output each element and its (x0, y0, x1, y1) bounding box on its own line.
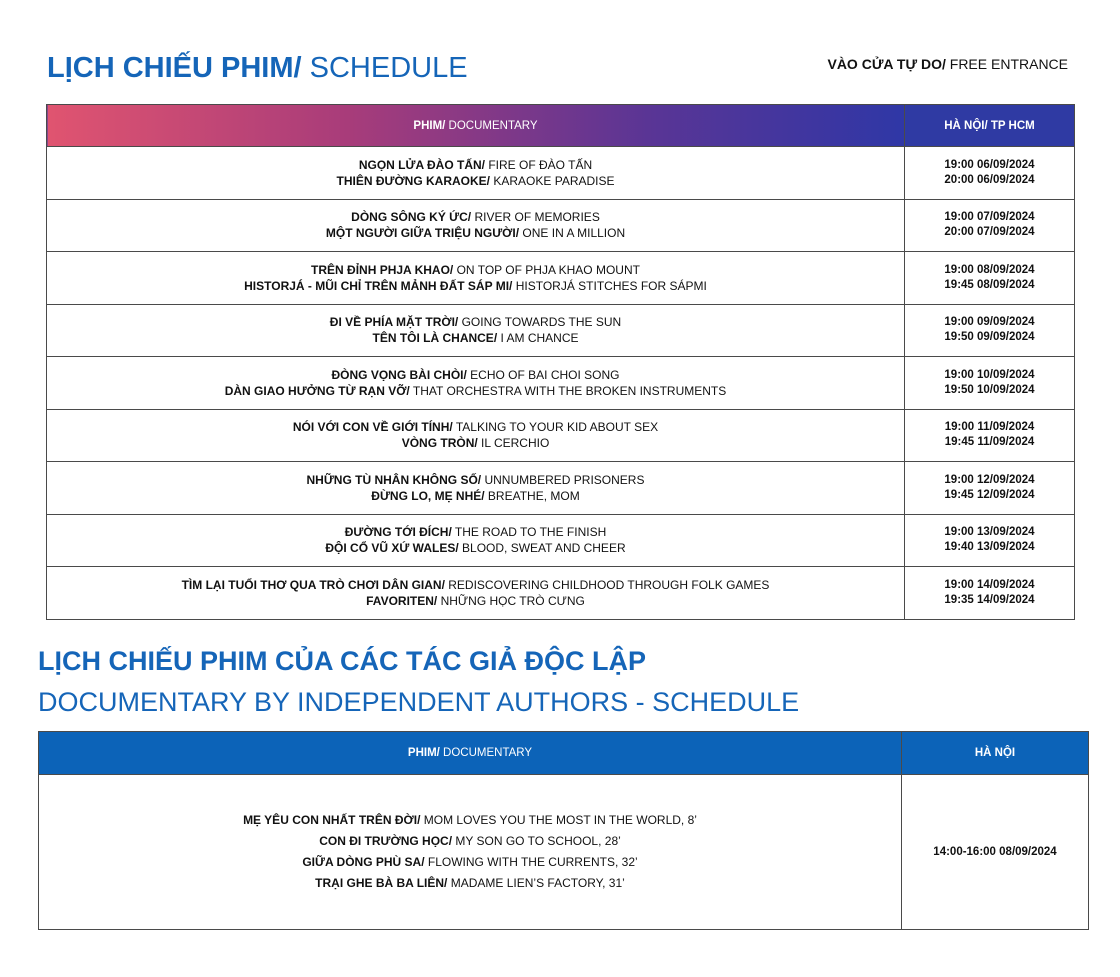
film-title-vi: VÒNG TRÒN/ (401, 436, 478, 451)
film-line (47, 262, 904, 278)
showtimes-cell (905, 357, 1075, 410)
showtimes-cell (905, 252, 1075, 305)
film-title-vi: DÒNG SÔNG KÝ ỨC/ (351, 210, 472, 225)
showtime: 19:00 14/09/2024 (944, 578, 1035, 591)
showtimes-cell (905, 409, 1075, 462)
film-title-en: BREATHE, MOM (484, 488, 580, 503)
film-line (47, 314, 904, 330)
films-cell (47, 567, 905, 620)
showtime-cell: 14:00-16:00 08/09/2024 (902, 775, 1089, 930)
film-title-en: RIVER OF MEMORIES (471, 210, 600, 225)
showtimes-cell (905, 567, 1075, 620)
film-title-en: THE ROAD TO THE FINISH (451, 525, 607, 540)
film-title-vi: NHỮNG TÙ NHÂN KHÔNG SỐ/ (306, 472, 482, 487)
film-title-vi: CON ĐI TRƯỜNG HỌC/ (319, 834, 453, 848)
film-line (47, 524, 904, 540)
showtime: 19:45 12/09/2024 (944, 488, 1035, 501)
film-line (39, 852, 901, 873)
table-row (47, 514, 1075, 567)
table-row (47, 567, 1075, 620)
film-title-vi: TRẠI GHE BÀ BA LIÊN/ (315, 876, 448, 890)
showtime: 19:45 08/09/2024 (944, 278, 1035, 291)
film-title-en: ECHO OF BAI CHOI SONG (466, 367, 620, 382)
film-title-en: FIRE OF ĐÀO TẤN (485, 157, 593, 172)
film-title-en: THAT ORCHESTRA WITH THE BROKEN INSTRUMENTS (409, 383, 727, 398)
schedule-table (46, 104, 1075, 620)
film-title-vi: FAVORITEN/ (366, 593, 438, 608)
showtime: 19:00 12/09/2024 (944, 473, 1035, 486)
film-line (47, 173, 904, 189)
film-title-en: KARAOKE PARADISE (490, 173, 615, 188)
showtime: 19:00 08/09/2024 (944, 263, 1035, 276)
film-line (47, 540, 904, 556)
film-title-en: IL CERCHIO (477, 436, 550, 451)
independent-title-en: DOCUMENTARY BY INDEPENDENT AUTHORS - SCHEDULE (38, 687, 800, 717)
showtime: 19:45 11/09/2024 (944, 436, 1035, 449)
films-cell (47, 147, 905, 200)
film-title-en: NHỮNG HỌC TRÒ CƯNG (437, 593, 585, 608)
film-title-vi: ĐỪNG LO, MẸ NHÉ/ (371, 488, 485, 503)
film-header-vi: PHIM/ (407, 747, 440, 759)
venue-column-header: HÀ NỘI/ TP HCM (905, 105, 1075, 147)
showtimes-cell (905, 514, 1075, 567)
films-cell (47, 514, 905, 567)
film-title-vi: THIÊN ĐƯỜNG KARAOKE/ (336, 173, 491, 188)
independent-table-header (39, 732, 1089, 775)
showtimes-cell (905, 462, 1075, 515)
film-line (39, 873, 901, 894)
films-cell (47, 304, 905, 357)
showtime: 19:00 11/09/2024 (944, 421, 1035, 434)
film-header-vi: PHIM/ (413, 119, 446, 132)
film-line (47, 577, 904, 593)
film-title-vi: GIỮA DÒNG PHÙ SA/ (302, 855, 425, 869)
showtime: 19:00 10/09/2024 (944, 368, 1035, 381)
film-line (47, 488, 904, 504)
film-title-vi: TÌM LẠI TUỔI THƠ QUA TRÒ CHƠI DÂN GIAN/ (181, 577, 445, 592)
entrance-vi: VÀO CỬA TỰ DO/ (827, 56, 946, 72)
film-line (47, 367, 904, 383)
schedule-table-header (47, 105, 1075, 147)
films-cell (47, 252, 905, 305)
table-row (47, 357, 1075, 410)
film-line (47, 330, 904, 346)
film-header-en: DOCUMENTARY (439, 747, 533, 759)
table-row (47, 252, 1075, 305)
film-title-en: UNNUMBERED PRISONERS (481, 472, 645, 487)
film-column-header (47, 105, 905, 147)
table-row (47, 199, 1075, 252)
showtime: 19:40 13/09/2024 (944, 541, 1035, 554)
showtime: 19:00 07/09/2024 (944, 211, 1035, 224)
film-line (47, 419, 904, 435)
film-title-vi: DÀN GIAO HƯỞNG TỪ RẠN VỠ/ (224, 383, 410, 398)
film-title-en: MOM LOVES YOU THE MOST IN THE WORLD, 8’ (420, 813, 697, 827)
showtime: 19:00 06/09/2024 (944, 158, 1035, 171)
film-title-vi: HISTORJÁ - MŨI CHỈ TRÊN MẢNH ĐẤT SÁP MI/ (244, 278, 513, 293)
film-line (39, 810, 901, 831)
showtime: 19:35 14/09/2024 (944, 593, 1035, 606)
showtime: 20:00 06/09/2024 (944, 173, 1035, 186)
film-header-en: DOCUMENTARY (445, 119, 538, 132)
film-line (47, 278, 904, 294)
showtimes-cell (905, 304, 1075, 357)
table-row (47, 462, 1075, 515)
film-line (47, 157, 904, 173)
showtime: 19:00 09/09/2024 (944, 316, 1035, 329)
film-title-en: GOING TOWARDS THE SUN (458, 315, 622, 330)
film-title-vi: ĐỘI CỔ VŨ XỨ WALES/ (325, 541, 459, 556)
schedule-title-en: SCHEDULE (301, 52, 468, 84)
showtime: 20:00 07/09/2024 (944, 226, 1035, 239)
film-line (47, 472, 904, 488)
showtime: 19:50 10/09/2024 (944, 383, 1035, 396)
film-list-cell (39, 775, 902, 930)
schedule-title (47, 52, 468, 85)
film-title-en: FLOWING WITH THE CURRENTS, 32’ (424, 855, 638, 869)
film-title-vi: ĐI VỀ PHÍA MẶT TRỜI/ (329, 315, 459, 330)
film-line (39, 831, 901, 852)
film-line (47, 225, 904, 241)
showtime: 19:00 13/09/2024 (944, 526, 1035, 539)
film-title-en: I AM CHANCE (497, 331, 579, 346)
independent-schedule-table (38, 731, 1089, 930)
showtime: 19:50 09/09/2024 (944, 331, 1035, 344)
film-title-vi: MẸ YÊU CON NHẤT TRÊN ĐỜI/ (243, 813, 421, 827)
films-cell (47, 357, 905, 410)
film-title-vi: TRÊN ĐỈNH PHJA KHAO/ (311, 262, 454, 277)
table-row (47, 304, 1075, 357)
table-row (47, 409, 1075, 462)
film-title-vi: ĐƯỜNG TỚI ĐÍCH/ (344, 525, 452, 540)
film-title-vi: MỘT NGƯỜI GIỮA TRIỆU NGƯỜI/ (325, 226, 520, 241)
film-title-en: ONE IN A MILLION (519, 226, 626, 241)
film-line (47, 383, 904, 399)
films-cell (47, 409, 905, 462)
film-title-en: HISTORJÁ STITCHES FOR SÁPMI (512, 278, 707, 293)
table-row (47, 147, 1075, 200)
films-cell (47, 199, 905, 252)
film-title-vi: NÓI VỚI CON VỀ GIỚI TÍNH/ (292, 420, 453, 435)
film-title-en: TALKING TO YOUR KID ABOUT SEX (452, 420, 659, 435)
film-title-en: BLOOD, SWEAT AND CHEER (458, 541, 626, 556)
showtimes-cell (905, 147, 1075, 200)
film-title-en: ON TOP OF PHJA KHAO MOUNT (453, 262, 640, 277)
film-line (47, 593, 904, 609)
film-title-en: MY SON GO TO SCHOOL, 28’ (452, 834, 621, 848)
film-column-header (39, 732, 902, 775)
free-entrance-note (827, 56, 1068, 72)
venue-column-header: HÀ NỘI (902, 732, 1089, 775)
schedule-title-vi: LỊCH CHIẾU PHIM/ (47, 52, 302, 84)
independent-title-vi: LỊCH CHIẾU PHIM CỦA CÁC TÁC GIẢ ĐỘC LẬP (38, 646, 646, 676)
film-title-vi: ĐÒNG VỌNG BÀI CHÒI/ (331, 367, 467, 382)
films-cell (47, 462, 905, 515)
film-title-vi: TÊN TÔI LÀ CHANCE/ (372, 331, 498, 346)
film-title-en: MADAME LIEN’S FACTORY, 31’ (447, 876, 625, 890)
showtimes-cell (905, 199, 1075, 252)
film-line (47, 435, 904, 451)
film-line (47, 209, 904, 225)
entrance-en: FREE ENTRANCE (945, 56, 1068, 72)
film-title-vi: NGỌN LỬA ĐÀO TẤN/ (358, 157, 486, 172)
table-row (39, 775, 1089, 930)
film-title-en: REDISCOVERING CHILDHOOD THROUGH FOLK GAMES (444, 577, 770, 592)
